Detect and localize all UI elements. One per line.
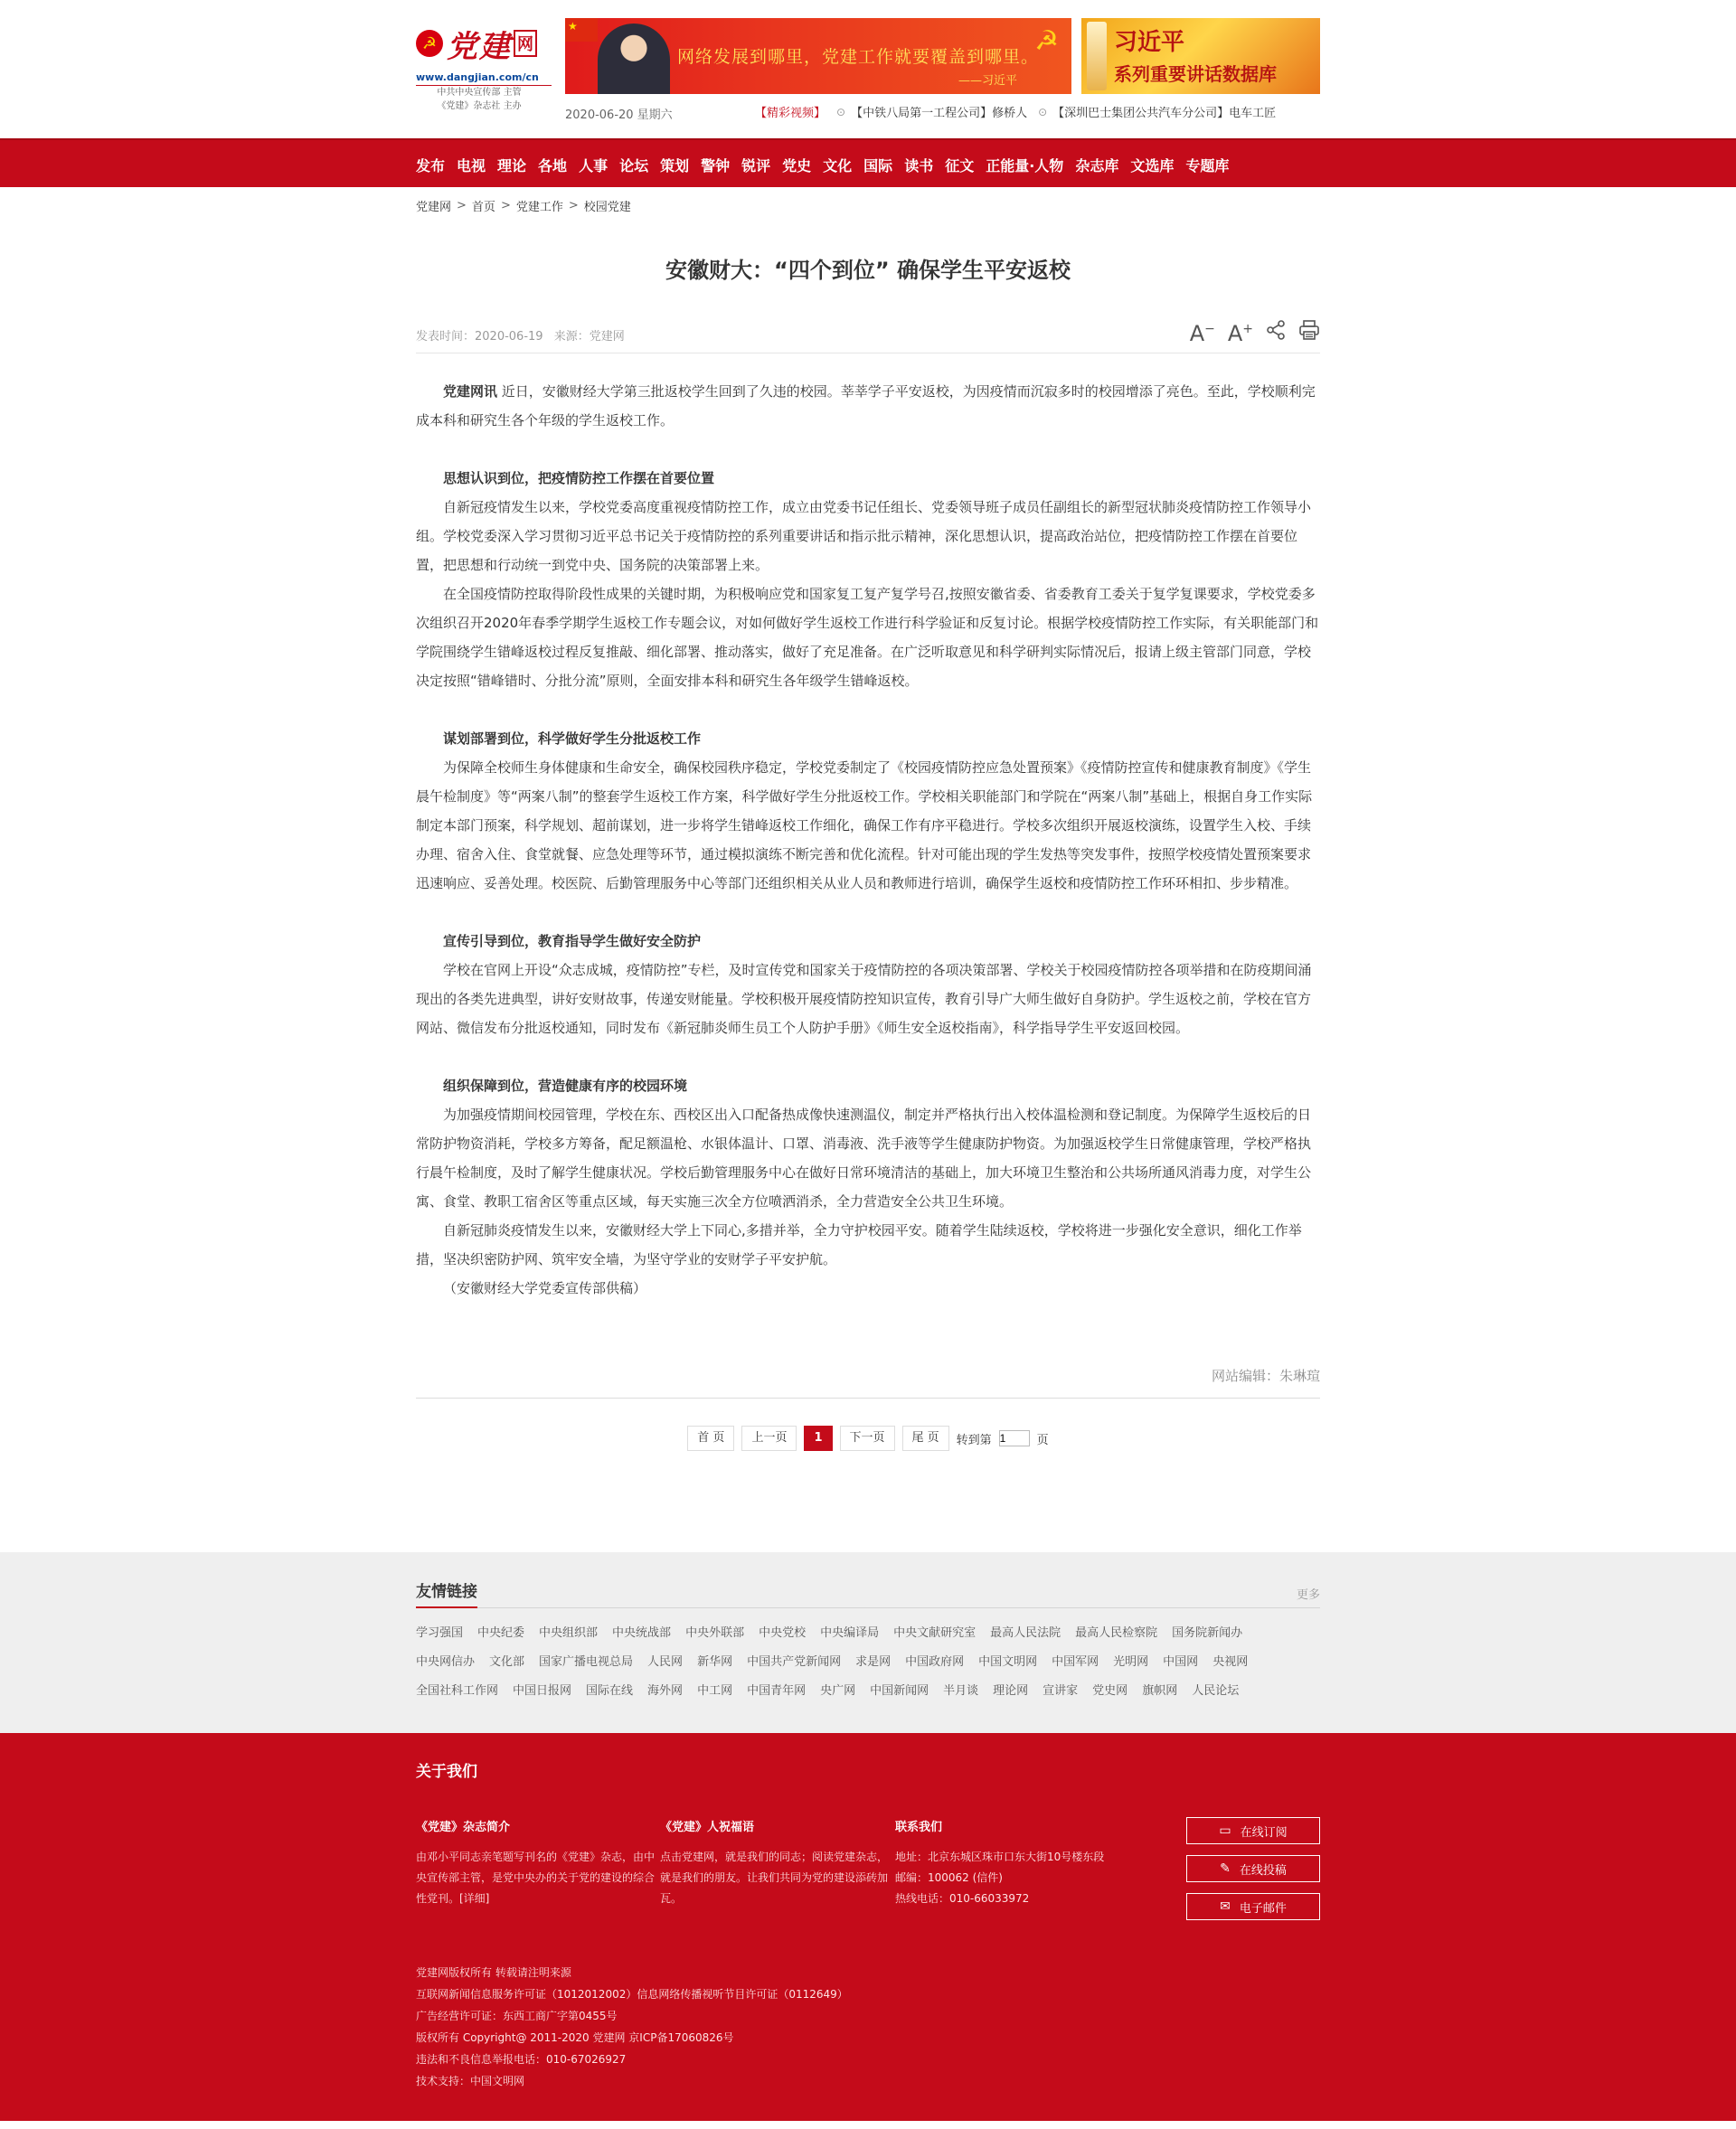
logo-net-text: 网 xyxy=(514,30,537,57)
party-emblem-icon: ☭ xyxy=(416,30,443,57)
nav-item-tv[interactable]: 电视 xyxy=(457,156,486,174)
nav-item-planning[interactable]: 策划 xyxy=(660,156,690,174)
ticker-item-text: 【深圳巴士集团公共汽车分公司】电车工匠 xyxy=(1052,107,1277,120)
friendly-link[interactable]: 中国文明网 xyxy=(978,1655,1038,1669)
friendly-link[interactable]: 宣讲家 xyxy=(1043,1684,1079,1698)
banner-portrait xyxy=(598,24,670,94)
friendly-links-list xyxy=(416,1619,1320,1706)
edit-icon: ✎ xyxy=(1220,1861,1231,1876)
nav-item-release[interactable]: 发布 xyxy=(416,156,446,174)
breadcrumb-party-work[interactable]: 党建工作 xyxy=(515,200,563,214)
friendly-link[interactable]: 党史网 xyxy=(1092,1684,1128,1698)
pagination xyxy=(416,1426,1320,1451)
logo-sub-publisher: 《党建》杂志社 主办 xyxy=(437,101,522,111)
copyright-line: 互联网新闻信息服务许可证（1012012002）信息网络传播视听节目许可证（0112649） xyxy=(416,1988,848,2001)
flag-icon: ★ xyxy=(565,18,598,42)
friendly-link[interactable]: 中国青年网 xyxy=(747,1684,807,1698)
friendly-link[interactable]: 央视网 xyxy=(1212,1655,1249,1669)
nav-item-anthology-library[interactable]: 文选库 xyxy=(1130,156,1175,174)
speech-database-subtitle: 系列重要讲话数据库 xyxy=(1114,63,1277,85)
friendly-link[interactable]: 中国日报网 xyxy=(513,1684,572,1698)
body-paragraph: 在全国疫情防控取得阶段性成果的关键时期，为积极响应党和国家复工复产复学号召,按照安徽省委、省委教育工委关于复学复课要求，学校党委多次组织召开2020年春季学期学生返校工作专题会议，对如何做好学生返校工作进行科学验证和反复讨论。根据学校疫情防控工作实际，有关职能部门和学院围绕学生错峰返校过程反复推敲、细化部署、推动落实，做好了充足准备。在广泛听取意见和科学研判实际情况后，报请上级主管部门同意，学校决定按照“错峰错时、分批分流”原则，全面安排本科和研究生各年级学生错峰返校。 xyxy=(416,586,1319,689)
pillar-icon xyxy=(1087,22,1107,90)
mail-icon: ✉ xyxy=(1220,1899,1231,1914)
nav-item-international[interactable]: 国际 xyxy=(863,156,893,174)
friendly-link[interactable]: 中央党校 xyxy=(759,1626,807,1640)
article-tools xyxy=(1190,318,1320,344)
font-decrease-icon[interactable]: A− xyxy=(1189,321,1215,346)
copyright-line: 违法和不良信息举报电话：010-67026927 xyxy=(416,2053,627,2066)
nav-item-forum[interactable]: 论坛 xyxy=(619,156,649,174)
friendly-link[interactable]: 中央外联部 xyxy=(685,1626,745,1640)
about-us-title: 关于我们 xyxy=(416,1763,477,1781)
site-header xyxy=(416,0,1320,138)
logo-block[interactable] xyxy=(416,16,552,113)
friendly-link[interactable]: 人民网 xyxy=(647,1655,684,1669)
copyright-line: 技术支持：中国文明网 xyxy=(416,2075,525,2087)
friendly-links-more[interactable]: 更多 xyxy=(1296,1588,1320,1602)
friendly-link[interactable]: 旗帜网 xyxy=(1142,1684,1178,1698)
friendly-link[interactable]: 光明网 xyxy=(1113,1655,1149,1669)
publish-time: 发表时间：2020-06-19 xyxy=(416,330,543,344)
article xyxy=(416,254,1320,1451)
breadcrumb-separator: > xyxy=(500,198,511,212)
share-icon[interactable] xyxy=(1266,320,1286,344)
breadcrumb-site[interactable]: 党建网 xyxy=(416,200,452,214)
nav-item-party-history[interactable]: 党史 xyxy=(782,156,812,174)
submit-manuscript-button[interactable] xyxy=(1186,1855,1320,1882)
first-page-button[interactable]: 首 页 xyxy=(687,1426,734,1451)
friendly-link[interactable]: 最高人民法院 xyxy=(990,1626,1061,1640)
friendly-link[interactable]: 中央编译局 xyxy=(820,1626,880,1640)
email-label: 电子邮件 xyxy=(1239,1901,1287,1916)
last-page-button[interactable]: 尾 页 xyxy=(902,1426,949,1451)
article-lead-paragraph xyxy=(416,377,1320,435)
nav-item-positive-energy[interactable]: 正能量·人物 xyxy=(986,156,1064,174)
speech-database-banner[interactable] xyxy=(1081,18,1320,94)
section-heading: 宣传引导到位，教育指导学生做好安全防护 xyxy=(443,933,702,949)
ticker-item-text: 【中铁八局第一工程公司】修桥人 xyxy=(851,107,1028,120)
article-meta xyxy=(416,317,1320,353)
magazine-intro xyxy=(416,1817,660,1944)
friendly-link[interactable]: 中央组织部 xyxy=(539,1626,599,1640)
nav-item-topic-library[interactable]: 专题库 xyxy=(1185,156,1230,174)
section-heading: 思想认识到位，把疫情防控工作摆在首要位置 xyxy=(443,470,715,486)
friendly-link[interactable]: 半月谈 xyxy=(943,1684,979,1698)
blessing xyxy=(660,1817,895,1944)
font-increase-icon[interactable]: A+ xyxy=(1227,321,1253,346)
contact-us-title: 联系我们 xyxy=(895,1821,943,1834)
friendly-link[interactable]: 学习强国 xyxy=(416,1626,464,1640)
logo-url: www.dangjian.com/cn xyxy=(416,71,552,86)
friendly-link[interactable]: 中国军网 xyxy=(1052,1655,1099,1669)
contact-us xyxy=(895,1817,1166,1944)
article-meta-info xyxy=(416,326,632,344)
blessing-title: 《党建》人祝福语 xyxy=(660,1821,755,1834)
friendly-link[interactable]: 中国网 xyxy=(1163,1655,1199,1669)
copyright-line: 广告经营许可证：东西工商广字第0455号 xyxy=(416,2010,618,2022)
nav-item-commentary[interactable]: 锐评 xyxy=(741,156,771,174)
email-button[interactable] xyxy=(1186,1893,1320,1920)
friendly-link[interactable]: 中央统战部 xyxy=(612,1626,672,1640)
friendly-link[interactable]: 中央网信办 xyxy=(416,1655,476,1669)
breadcrumb-home[interactable]: 首页 xyxy=(471,200,495,214)
prev-page-button[interactable]: 上一页 xyxy=(741,1426,797,1451)
friendly-link[interactable]: 国际在线 xyxy=(586,1684,634,1698)
friendly-link[interactable]: 国务院新闻办 xyxy=(1172,1626,1243,1640)
article-body xyxy=(416,377,1320,1303)
copyright-line: 党建网版权所有 转载请注明来源 xyxy=(416,1966,571,1979)
nav-item-reading[interactable]: 读书 xyxy=(904,156,934,174)
main-nav xyxy=(0,138,1736,187)
body-paragraph: 学校在官网上开设“众志成城，疫情防控”专栏，及时宣传党和国家关于疫情防控的各项决策部署、学校关于校园疫情防控各项举措和在防疫期间涌现出的各类先进典型，讲好安财故事，传递安财能量。学校积极开展疫情防控知识宣传，教育引导广大师生做好自身防护。学生返校之前，学校在官方网站、微信发布分批返校通知，同时发布《新冠肺炎师生员工个人防护手册》《师生安全返校指南》，科学指导学生平安返回校园。 xyxy=(416,962,1312,1036)
lead-mark: 党建网讯 xyxy=(443,383,498,400)
goto-prefix: 转到第 xyxy=(956,1433,992,1447)
copyright-line: 版权所有 Copyright@ 2011-2020 党建网 京ICP备17060826号 xyxy=(416,2031,734,2044)
nav-item-magazine-library[interactable]: 杂志库 xyxy=(1075,156,1119,174)
body-paragraph: 为加强疫情期间校园管理，学校在东、西校区出入口配备热成像快速测温仪，制定并严格执行出入校体温检测和登记制度。为保障学生返校后的日常防护物资消耗，学校多方筹备，配足额温枪、水银体温计、口罩、消毒液、洗手液等学生健康防护物资。为加强返校学生日常健康管理，学校严格执行晨午检制度，及时了解学生健康状况。学校后勤管理服务中心在做好日常环境清洁的基础上，加大环境卫生整治和公共场所通风消毒力度，对学生公寓、食堂、教职工宿舍区等重点区域，每天实施三次全方位喷洒消杀，全力营造安全公共卫生环境。 xyxy=(416,1107,1312,1210)
contact-postcode: 邮编：100062 (信件) xyxy=(895,1871,1003,1884)
friendly-link[interactable]: 中央文献研究室 xyxy=(893,1626,976,1640)
speech-database-title: 习近平 xyxy=(1114,29,1185,56)
friendly-link[interactable]: 国家广播电视总局 xyxy=(539,1655,634,1669)
friendly-link[interactable]: 全国社科工作网 xyxy=(416,1684,499,1698)
subscribe-button[interactable] xyxy=(1186,1817,1320,1844)
source-note: （安徽财经大学党委宣传部供稿） xyxy=(443,1280,647,1296)
site-footer xyxy=(0,1733,1736,2121)
body-paragraph: 为保障全校师生身体健康和生命安全，确保校园秩序稳定，学校党委制定了《校园疫情防控应急处置预案》《疫情防控宣传和健康教育制度》《学生晨午检制度》等“两案八制”的整套学生返校工作方案，科学做好学生分批返校工作。学校相关职能部门和学院在“两案八制”基础上，根据自身工作实际制定本部门预案，科学规划、超前谋划，进一步将学生错峰返校工作细化，确保工作有序平稳进行。学校多次组织开展返校演练，设置学生入校、手续办理、宿舍入住、食堂就餐、应急处理等环节，通过模拟演练不断完善和优化流程。针对可能出现的学生发热等突发事件，按照学校疫情处置预案要求迅速响应、妥善处理。校医院、后勤管理服务中心等部门还组织相关从业人员和教师进行培训，确保学生返校和疫情防控工作环环相扣、步步精准。 xyxy=(416,759,1313,891)
section-heading: 谋划部署到位，科学做好学生分批返校工作 xyxy=(443,730,702,747)
nav-item-essay[interactable]: 征文 xyxy=(945,156,975,174)
logo[interactable] xyxy=(416,16,552,71)
banner-slogan: 网络发展到哪里，党建工作就要覆盖到哪里。 xyxy=(677,47,1040,67)
breadcrumb-separator: > xyxy=(457,198,467,212)
logo-sub-supervisor: 中共中央宣传部 主管 xyxy=(437,88,522,98)
body-paragraph: 自新冠肺炎疫情发生以来，安徽财经大学上下同心,多措并举，全力守护校园平安。随着学生陆续返校，学校将进一步强化安全意识，细化工作举措，坚决织密防护网、筑牢安全墙，为坚守学业的安财学子平安护航。 xyxy=(416,1222,1302,1267)
friendly-link[interactable]: 央广网 xyxy=(820,1684,856,1698)
article-source: 来源：党建网 xyxy=(553,330,625,344)
copyright-block xyxy=(416,1962,1320,2092)
contact-address: 地址：北京东城区珠市口东大街10号楼东段 xyxy=(895,1851,1105,1863)
nav-list xyxy=(416,140,1320,189)
play-circle-icon: ⊙ xyxy=(836,105,846,118)
goto-suffix: 页 xyxy=(1036,1433,1049,1447)
ticker-label[interactable]: 【精彩视频】 xyxy=(755,107,826,120)
nav-item-regions[interactable]: 各地 xyxy=(538,156,568,174)
friendly-link[interactable]: 海外网 xyxy=(647,1684,684,1698)
magazine-intro-text[interactable]: 由邓小平同志亲笔题写刊名的《党建》杂志，由中央宣传部主管，是党中央办的关于党的建设的综合性党刊。[详细] xyxy=(416,1851,656,1905)
goto-page-input[interactable] xyxy=(999,1430,1030,1446)
friendly-link[interactable]: 最高人民检察院 xyxy=(1075,1626,1158,1640)
nav-item-theory[interactable]: 理论 xyxy=(497,156,527,174)
nav-item-culture[interactable]: 文化 xyxy=(823,156,853,174)
friendly-link[interactable]: 中国政府网 xyxy=(905,1655,965,1669)
friendly-link[interactable]: 中国共产党新闻网 xyxy=(747,1655,842,1669)
play-circle-icon: ⊙ xyxy=(1038,105,1048,118)
subscribe-label: 在线订阅 xyxy=(1240,1825,1288,1840)
subscribe-icon: ▭ xyxy=(1219,1823,1231,1838)
friendly-links-title: 友情链接 xyxy=(416,1578,477,1608)
video-ticker xyxy=(755,103,1287,120)
friendly-link[interactable]: 新华网 xyxy=(697,1655,733,1669)
site-editor: 网站编辑：朱琳瑄 xyxy=(416,1366,1320,1399)
submit-manuscript-label: 在线投稿 xyxy=(1239,1863,1287,1878)
lead-text: 近日，安徽财经大学第三批返校学生回到了久违的校园。莘莘学子平安返校，为因疫情而沉寂多时的校园增添了亮色。至此，学校顺利完成本科和研究生各个年级的学生返校工作。 xyxy=(416,383,1316,429)
article-title: 安徽财大：“四个到位” 确保学生平安返校 xyxy=(665,258,1071,283)
section-heading: 组织保障到位，营造健康有序的校园环境 xyxy=(443,1078,688,1094)
magazine-intro-title: 《党建》杂志简介 xyxy=(416,1821,511,1834)
current-page[interactable]: 1 xyxy=(804,1426,832,1451)
friendly-link[interactable]: 人民论坛 xyxy=(1192,1684,1240,1698)
ticker-item[interactable] xyxy=(1038,103,1276,120)
friendly-links-header xyxy=(416,1578,1320,1608)
main-banner[interactable] xyxy=(565,18,1071,94)
friendly-link[interactable]: 理论网 xyxy=(993,1684,1029,1698)
party-emblem-icon: ☭ xyxy=(1034,25,1059,57)
footer-columns xyxy=(416,1817,1320,1944)
blessing-text: 点击党建网，就是我们的同志；阅读党建杂志，就是我们的朋友。让我们共同为党的建设添砖加瓦。 xyxy=(660,1851,889,1905)
next-page-button[interactable]: 下一页 xyxy=(840,1426,895,1451)
friendly-links-section xyxy=(0,1552,1736,1733)
contact-hotline: 热线电话：010-66033972 xyxy=(895,1892,1030,1905)
ticker-item[interactable] xyxy=(836,103,1027,120)
nav-item-alarm[interactable]: 警钟 xyxy=(701,156,731,174)
friendly-link[interactable]: 文化部 xyxy=(489,1655,525,1669)
breadcrumb-campus[interactable]: 校园党建 xyxy=(583,200,631,214)
logo-text: 党建 xyxy=(447,28,512,65)
body-paragraph: 自新冠疫情发生以来，学校党委高度重视疫情防控工作，成立由党委书记任组长、党委领导班子成员任副组长的新型冠状肺炎疫情防控工作领导小组。学校党委深入学习贯彻习近平总书记关于疫情防控的系列重要讲话和指示批示精神，深化思想认识，提高政治站位，把疫情防控工作摆在首要位置，把思想和行动统一到党中央、国务院的决策部署上来。 xyxy=(416,499,1312,573)
footer-buttons xyxy=(1186,1817,1320,1920)
nav-item-personnel[interactable]: 人事 xyxy=(579,156,609,174)
friendly-link[interactable]: 中工网 xyxy=(697,1684,733,1698)
breadcrumb xyxy=(416,187,1320,223)
friendly-link[interactable]: 中央纪委 xyxy=(477,1626,525,1640)
breadcrumb-separator: > xyxy=(568,198,579,212)
banner-author: ——习近平 xyxy=(958,74,1017,88)
friendly-link[interactable]: 求是网 xyxy=(855,1655,892,1669)
header-date: 2020-06-20 星期六 xyxy=(565,108,673,122)
friendly-link[interactable]: 中国新闻网 xyxy=(870,1684,929,1698)
print-icon[interactable] xyxy=(1298,319,1320,344)
